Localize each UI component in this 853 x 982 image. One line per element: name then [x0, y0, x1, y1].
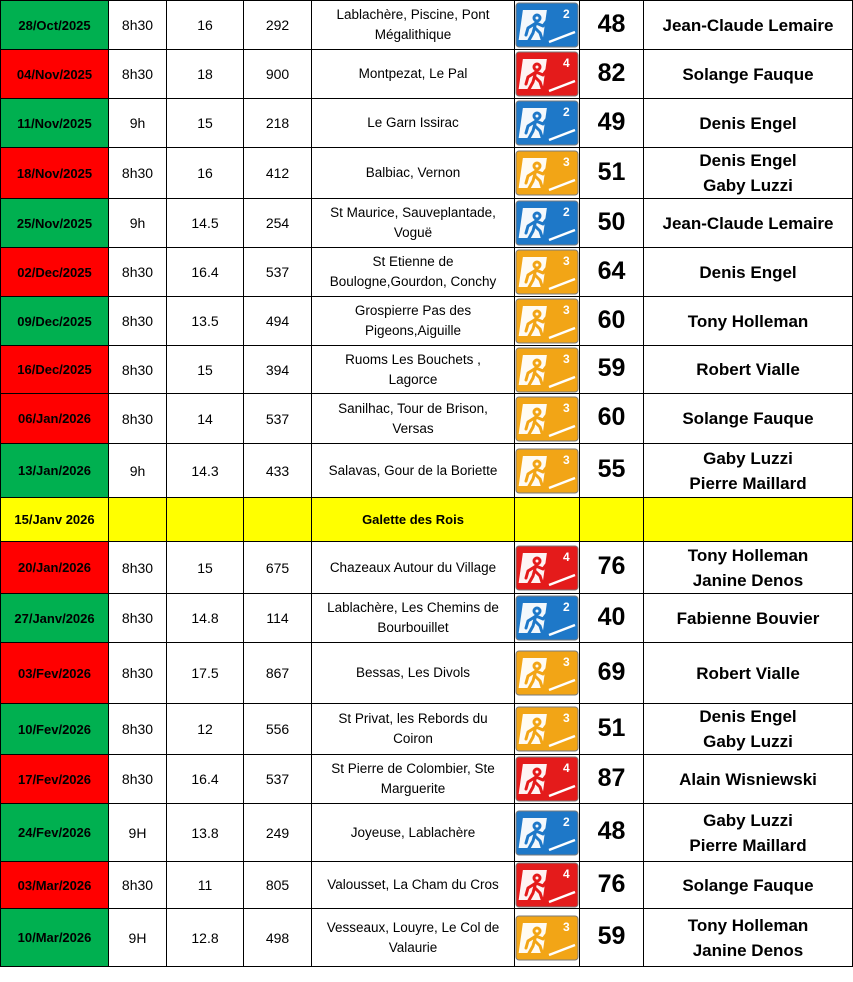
start-time: 8h30 — [109, 346, 167, 394]
location — [312, 99, 515, 148]
event-date: 15/Janv 2026 — [1, 498, 109, 542]
elevation: 498 — [244, 909, 312, 967]
difficulty-cell — [515, 394, 580, 444]
event-row — [1, 498, 853, 542]
hike-row — [1, 1, 853, 50]
leader-name: Denis Engel — [699, 151, 797, 170]
hike-row — [1, 594, 853, 643]
hiker-level-4-icon — [515, 51, 579, 97]
score — [580, 1, 644, 50]
hiker-level-3-icon — [515, 650, 579, 696]
hiker-level-3-icon — [515, 396, 579, 442]
hiker-level-2-icon — [515, 2, 579, 48]
difficulty-cell — [515, 50, 580, 99]
location — [312, 755, 515, 804]
leaders — [644, 50, 853, 99]
elevation: 114 — [244, 594, 312, 643]
elevation: 254 — [244, 199, 312, 248]
location — [312, 199, 515, 248]
score — [580, 99, 644, 148]
location-line: Marguerite — [380, 781, 446, 796]
leader-name: Denis Engel — [699, 707, 797, 726]
score — [580, 594, 644, 643]
start-time: 9h — [109, 444, 167, 498]
leaders — [644, 909, 853, 967]
difficulty-cell — [515, 643, 580, 704]
score-value: 59 — [597, 922, 626, 950]
difficulty-cell — [515, 755, 580, 804]
location — [312, 862, 515, 909]
location — [312, 148, 515, 199]
distance: 12.8 — [167, 909, 244, 967]
hike-row — [1, 394, 853, 444]
start-time: 9H — [109, 909, 167, 967]
score — [580, 862, 644, 909]
level-number: 3 — [563, 155, 570, 169]
distance: 14.5 — [167, 199, 244, 248]
start-time: 8h30 — [109, 248, 167, 297]
score — [580, 199, 644, 248]
leaders — [644, 346, 853, 394]
leader-name: Fabienne Bouvier — [676, 608, 820, 628]
start-time: 8h30 — [109, 862, 167, 909]
hike-date: 06/Jan/2026 — [1, 394, 109, 444]
distance: 14 — [167, 394, 244, 444]
level-number: 2 — [563, 205, 570, 219]
location-line: Balbiac, Vernon — [365, 165, 461, 180]
hike-date: 09/Dec/2025 — [1, 297, 109, 346]
location — [312, 297, 515, 346]
location-line: Vesseaux, Louyre, Le Col de — [326, 919, 500, 935]
hike-date: 10/Fev/2026 — [1, 704, 109, 755]
hike-row — [1, 804, 853, 862]
score — [580, 804, 644, 862]
location — [312, 346, 515, 394]
hiker-level-3-icon — [515, 249, 579, 295]
distance: 18 — [167, 50, 244, 99]
elevation: 537 — [244, 248, 312, 297]
difficulty-cell — [515, 148, 580, 199]
score-value: 69 — [597, 657, 626, 686]
location — [312, 444, 515, 498]
start-time: 8h30 — [109, 594, 167, 643]
level-number: 3 — [563, 400, 570, 415]
location — [312, 594, 515, 643]
distance: 15 — [167, 99, 244, 148]
location-line: Sanilhac, Tour de Brison, — [338, 400, 488, 416]
elevation: 394 — [244, 346, 312, 394]
leader-name: Solange Fauque — [682, 409, 814, 428]
score-value: 87 — [597, 763, 626, 792]
score-value: 60 — [597, 305, 626, 334]
location-line: Coiron — [393, 731, 433, 746]
start-time: 8h30 — [109, 704, 167, 755]
score-value: 55 — [597, 455, 626, 483]
distance: 12 — [167, 704, 244, 755]
start-time: 9h — [109, 99, 167, 148]
hike-row — [1, 444, 853, 498]
hike-date: 17/Fev/2026 — [1, 755, 109, 804]
score-value: 48 — [597, 817, 626, 845]
score-value: 59 — [597, 354, 626, 382]
location-line: Le Garn Issirac — [367, 115, 459, 130]
start-time: 9H — [109, 804, 167, 862]
hike-row — [1, 909, 853, 967]
leaders — [644, 643, 853, 704]
hiker-level-3-icon — [515, 298, 579, 344]
elevation: 433 — [244, 444, 312, 498]
hiker-level-2-icon — [515, 810, 579, 856]
distance: 16.4 — [167, 248, 244, 297]
elevation: 412 — [244, 148, 312, 199]
difficulty-cell — [515, 909, 580, 967]
hiker-level-3-icon — [515, 706, 579, 752]
score — [580, 542, 644, 594]
score-value: 60 — [597, 403, 626, 431]
level-number: 4 — [563, 867, 570, 881]
leader-name: Jean-Claude Lemaire — [662, 213, 834, 233]
hiker-level-4-icon — [515, 756, 579, 802]
hike-date: 25/Nov/2025 — [1, 199, 109, 248]
distance: 16 — [167, 1, 244, 50]
leader-name: Tony Holleman — [687, 311, 809, 331]
location-line: Boulogne,Gourdon, Conchy — [329, 274, 497, 289]
location-line: Chazeaux Autour du Village — [329, 559, 497, 575]
hike-date: 20/Jan/2026 — [1, 542, 109, 594]
location-line: St Maurice, Sauveplantade, — [330, 205, 496, 220]
score — [580, 444, 644, 498]
level-number: 3 — [563, 655, 570, 669]
hike-date: 11/Nov/2025 — [1, 99, 109, 148]
score — [580, 704, 644, 755]
distance: 17.5 — [167, 643, 244, 704]
location — [312, 704, 515, 755]
hiker-level-3-icon — [515, 150, 579, 196]
hike-date: 04/Nov/2025 — [1, 50, 109, 99]
level-number: 2 — [563, 814, 570, 829]
level-number: 3 — [563, 711, 570, 725]
difficulty-cell — [515, 444, 580, 498]
hiker-level-2-icon — [515, 595, 579, 641]
location — [312, 804, 515, 862]
location-line: Pigeons,Aiguille — [364, 323, 462, 338]
score-value: 51 — [597, 713, 626, 742]
leaders — [644, 148, 853, 199]
difficulty-cell — [515, 297, 580, 346]
leader-name: Robert Vialle — [696, 663, 800, 683]
distance: 11 — [167, 862, 244, 909]
leaders — [644, 99, 853, 148]
leaders — [644, 199, 853, 248]
leader-name: Solange Fauque — [682, 64, 814, 84]
location-line: St Pierre de Colombier, Ste — [331, 761, 495, 776]
distance: 16 — [167, 148, 244, 199]
hiker-level-3-icon — [515, 915, 579, 961]
hiker-level-3-icon — [515, 347, 579, 393]
elevation: 218 — [244, 99, 312, 148]
location-line: Bessas, Les Divols — [355, 665, 471, 680]
hike-date: 27/Janv/2026 — [1, 594, 109, 643]
start-time: 8h30 — [109, 755, 167, 804]
distance: 15 — [167, 542, 244, 594]
score-value: 49 — [597, 107, 626, 136]
location-line: Montpezat, Le Pal — [358, 66, 468, 81]
distance: 13.8 — [167, 804, 244, 862]
score-value: 64 — [597, 256, 626, 285]
score-value: 82 — [597, 58, 626, 87]
hike-row — [1, 542, 853, 594]
hike-row — [1, 99, 853, 148]
leader-name: Jean-Claude Lemaire — [662, 15, 834, 35]
level-number: 3 — [563, 254, 570, 268]
hiker-level-2-icon — [515, 100, 579, 146]
hiker-level-4-icon — [515, 545, 579, 591]
start-time: 9h — [109, 199, 167, 248]
location-line: Lablachère, Les Chemins de — [327, 600, 499, 615]
leaders — [644, 862, 853, 909]
difficulty-cell — [515, 704, 580, 755]
leader-name: Gaby Luzzi — [703, 732, 793, 751]
hike-date: 02/Dec/2025 — [1, 248, 109, 297]
leaders — [644, 704, 853, 755]
score-value: 51 — [597, 157, 626, 186]
level-number: 3 — [563, 303, 570, 317]
score-value: 76 — [597, 869, 626, 898]
start-time: 8h30 — [109, 50, 167, 99]
location — [312, 542, 515, 594]
start-time: 8h30 — [109, 297, 167, 346]
elevation: 249 — [244, 804, 312, 862]
difficulty-cell — [515, 346, 580, 394]
level-number: 3 — [563, 452, 570, 467]
level-number: 3 — [563, 351, 570, 366]
leader-name: Janine Denos — [692, 940, 804, 960]
hike-row — [1, 862, 853, 909]
location — [312, 643, 515, 704]
leader-name: Denis Engel — [699, 262, 797, 282]
start-time: 8h30 — [109, 1, 167, 50]
location-line: Joyeuse, Lablachère — [350, 824, 476, 840]
score-value: 76 — [597, 552, 626, 580]
distance: 13.5 — [167, 297, 244, 346]
leader-name: Robert Vialle — [696, 360, 800, 379]
leader-name: Tony Holleman — [687, 545, 809, 565]
level-number: 3 — [563, 919, 570, 934]
score — [580, 148, 644, 199]
location-line: Ruoms Les Bouchets , — [345, 351, 481, 367]
leaders — [644, 394, 853, 444]
hike-row — [1, 248, 853, 297]
difficulty-cell — [515, 199, 580, 248]
leaders — [644, 594, 853, 643]
leaders — [644, 1, 853, 50]
level-number: 2 — [563, 105, 570, 119]
hike-row — [1, 297, 853, 346]
hike-row — [1, 643, 853, 704]
start-time: 8h30 — [109, 394, 167, 444]
leader-name: Tony Holleman — [687, 915, 809, 935]
hiker-level-2-icon — [515, 200, 579, 246]
score — [580, 909, 644, 967]
elevation: 900 — [244, 50, 312, 99]
elevation: 556 — [244, 704, 312, 755]
leaders — [644, 542, 853, 594]
leaders — [644, 804, 853, 862]
hike-date: 18/Nov/2025 — [1, 148, 109, 199]
score-value: 48 — [597, 9, 626, 38]
leader-name: Solange Fauque — [682, 875, 814, 895]
hike-row — [1, 755, 853, 804]
location — [312, 248, 515, 297]
level-number: 4 — [563, 56, 570, 70]
hiker-level-4-icon — [515, 862, 579, 908]
leader-name: Denis Engel — [699, 113, 797, 133]
location-line: Salavas, Gour de la Boriette — [328, 462, 498, 478]
start-time: 8h30 — [109, 542, 167, 594]
leaders — [644, 755, 853, 804]
hike-row — [1, 148, 853, 199]
leader-name: Gaby Luzzi — [703, 810, 793, 830]
difficulty-cell — [515, 1, 580, 50]
hike-row — [1, 199, 853, 248]
level-number: 4 — [563, 549, 570, 564]
hike-row — [1, 50, 853, 99]
difficulty-cell — [515, 594, 580, 643]
difficulty-cell — [515, 804, 580, 862]
hike-date: 24/Fev/2026 — [1, 804, 109, 862]
elevation: 867 — [244, 643, 312, 704]
leader-name: Pierre Maillard — [689, 835, 807, 855]
location-line: Lablachère, Piscine, Pont — [336, 7, 490, 22]
elevation: 537 — [244, 755, 312, 804]
score — [580, 394, 644, 444]
hike-date: 16/Dec/2025 — [1, 346, 109, 394]
location — [312, 909, 515, 967]
difficulty-cell — [515, 248, 580, 297]
elevation: 805 — [244, 862, 312, 909]
score — [580, 755, 644, 804]
hike-date: 03/Fev/2026 — [1, 643, 109, 704]
location-line: St Privat, les Rebords du — [338, 711, 488, 726]
score-value: 40 — [597, 602, 626, 631]
hike-row — [1, 704, 853, 755]
score — [580, 643, 644, 704]
location — [312, 50, 515, 99]
elevation: 292 — [244, 1, 312, 50]
difficulty-cell — [515, 862, 580, 909]
distance: 15 — [167, 346, 244, 394]
start-time: 8h30 — [109, 148, 167, 199]
location-line: Voguë — [393, 225, 433, 240]
level-number: 2 — [563, 600, 570, 614]
distance: 14.3 — [167, 444, 244, 498]
score — [580, 346, 644, 394]
event-name: Galette des Rois — [312, 498, 515, 542]
leader-name: Alain Wisniewski — [679, 769, 817, 789]
hike-row — [1, 346, 853, 394]
level-number: 4 — [563, 761, 570, 775]
leader-name: Pierre Maillard — [689, 473, 807, 493]
location — [312, 394, 515, 444]
schedule-body — [1, 1, 853, 967]
hike-date: 10/Mar/2026 — [1, 909, 109, 967]
level-number: 2 — [563, 7, 570, 21]
start-time: 8h30 — [109, 643, 167, 704]
location-line: Bourbouillet — [377, 620, 449, 635]
elevation: 537 — [244, 394, 312, 444]
difficulty-cell — [515, 99, 580, 148]
leader-name: Gaby Luzzi — [703, 176, 793, 195]
elevation: 494 — [244, 297, 312, 346]
difficulty-cell — [515, 542, 580, 594]
location-line: Valousset, La Cham du Cros — [327, 877, 499, 892]
location-line: Valaurie — [388, 939, 438, 955]
score — [580, 50, 644, 99]
hike-date: 13/Jan/2026 — [1, 444, 109, 498]
location-line: Versas — [392, 420, 434, 436]
score — [580, 297, 644, 346]
leader-name: Gaby Luzzi — [703, 448, 793, 468]
leaders — [644, 297, 853, 346]
distance: 14.8 — [167, 594, 244, 643]
score-value: 50 — [597, 207, 626, 236]
leader-name: Janine Denos — [692, 570, 804, 590]
hiker-level-3-icon — [515, 448, 579, 494]
hike-date: 28/Oct/2025 — [1, 1, 109, 50]
leaders — [644, 444, 853, 498]
leaders — [644, 248, 853, 297]
score — [580, 248, 644, 297]
distance: 16.4 — [167, 755, 244, 804]
location — [312, 1, 515, 50]
location-line: Mégalithique — [374, 27, 452, 42]
location-line: Lagorce — [388, 371, 438, 387]
location-line: Grospierre Pas des — [354, 303, 472, 318]
location-line: St Etienne de — [372, 254, 454, 269]
elevation: 675 — [244, 542, 312, 594]
hike-date: 03/Mar/2026 — [1, 862, 109, 909]
